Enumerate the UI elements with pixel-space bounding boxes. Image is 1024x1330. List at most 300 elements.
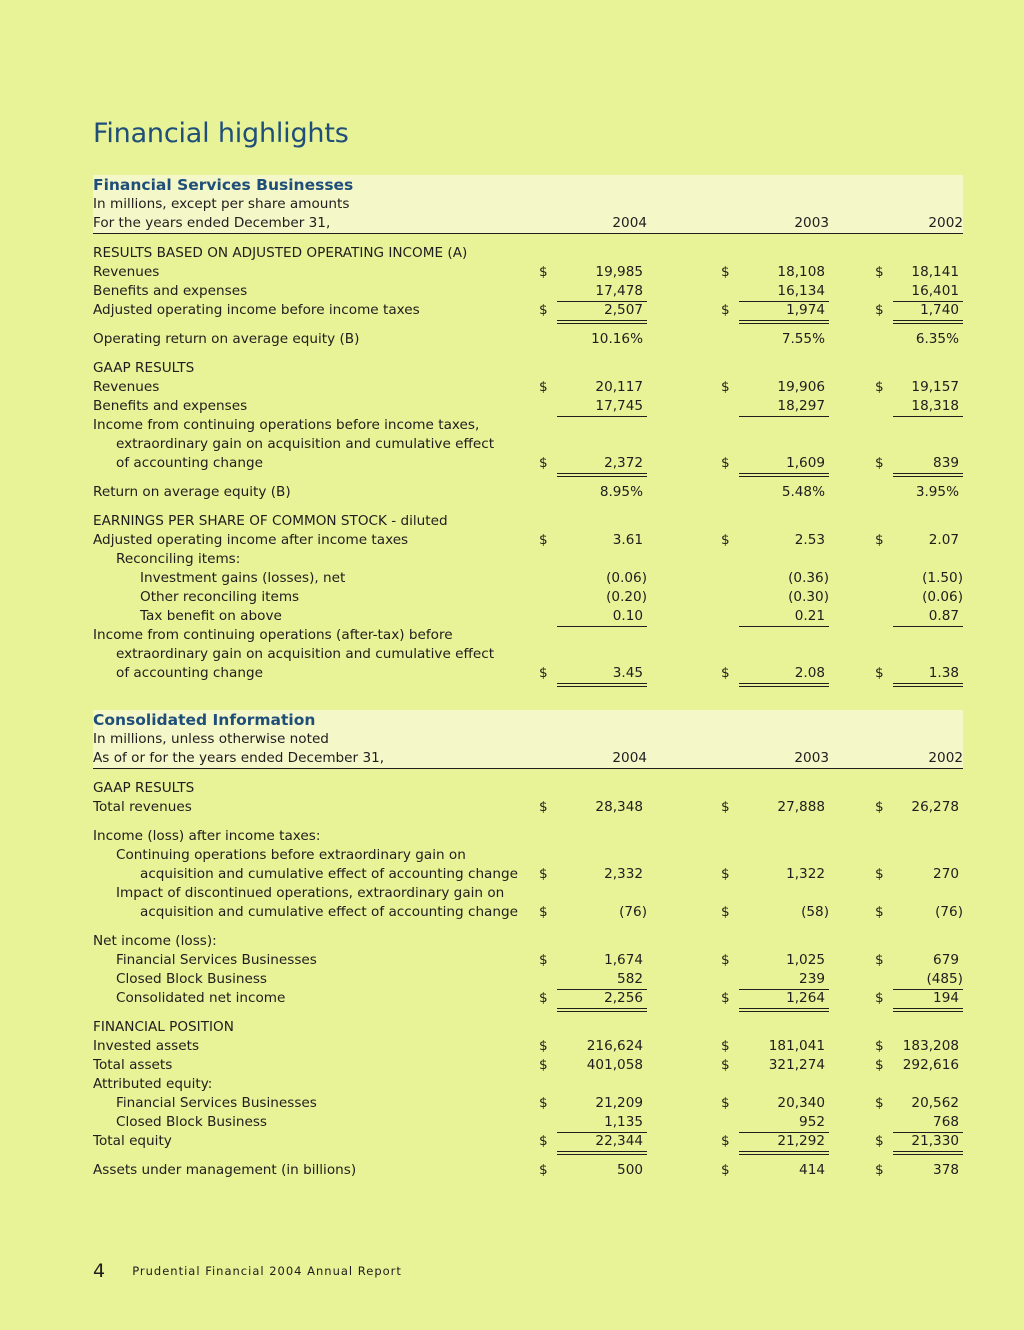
value-cell xyxy=(721,1037,829,1056)
fsb-year-2002: 2002 xyxy=(928,215,963,231)
currency-symbol: $ xyxy=(875,302,884,318)
fsb-section xyxy=(93,175,963,683)
cell-value: 2,256 xyxy=(604,990,643,1006)
value-cell xyxy=(721,1056,829,1075)
cell-value: 1,609 xyxy=(786,455,825,471)
value-cell xyxy=(539,1056,647,1075)
currency-symbol: $ xyxy=(875,1095,884,1111)
table-row xyxy=(93,827,963,846)
value-cell xyxy=(721,397,829,416)
fsb-year-2004: 2004 xyxy=(612,215,647,231)
row-label: Financial Services Businesses xyxy=(116,952,317,968)
cell-value: 378 xyxy=(933,1162,959,1178)
row-label: GAAP RESULTS xyxy=(93,360,195,376)
currency-symbol: $ xyxy=(875,532,884,548)
row-label: Assets under management (in billions) xyxy=(93,1162,357,1178)
value-cell xyxy=(539,664,647,683)
cell-value: 2,372 xyxy=(604,455,643,471)
row-spacer xyxy=(93,922,963,932)
fsb-year-2003: 2003 xyxy=(794,215,829,231)
cell-value: 22,344 xyxy=(595,1133,643,1149)
cell-value: 19,985 xyxy=(595,264,643,280)
table-row xyxy=(93,301,963,320)
table-row xyxy=(93,378,963,397)
value-cell xyxy=(875,951,963,970)
cell-value: 0.10 xyxy=(612,608,643,624)
value-cell xyxy=(539,330,647,349)
cell-value: (1.50) xyxy=(922,570,963,586)
row-label: Investment gains (losses), net xyxy=(140,570,346,586)
cell-value: 17,478 xyxy=(595,283,643,299)
cell-value: 321,274 xyxy=(768,1057,825,1073)
row-label: Tax benefit on above xyxy=(140,608,282,624)
currency-symbol: $ xyxy=(539,455,548,471)
row-label: GAAP RESULTS xyxy=(93,780,195,796)
row-spacer xyxy=(93,502,963,512)
double-rule xyxy=(557,1151,647,1155)
double-rule xyxy=(739,473,829,477)
double-rule xyxy=(893,683,963,687)
ci-year-2004: 2004 xyxy=(612,750,647,766)
row-label: acquisition and cumulative effect of accounting change xyxy=(140,866,518,882)
currency-symbol: $ xyxy=(875,1162,884,1178)
value-cell xyxy=(721,798,829,817)
table-row xyxy=(93,244,963,263)
currency-symbol: $ xyxy=(539,302,548,318)
currency-symbol: $ xyxy=(721,1133,730,1149)
cell-value: 18,318 xyxy=(911,398,959,414)
currency-symbol: $ xyxy=(539,665,548,681)
row-label: Continuing operations before extraordinary gain on xyxy=(116,847,466,863)
value-cell xyxy=(875,263,963,282)
row-label: EARNINGS PER SHARE OF COMMON STOCK - diluted xyxy=(93,513,448,529)
row-label: Income from continuing operations (after-tax) before xyxy=(93,627,453,643)
cell-value: (76) xyxy=(935,904,963,920)
cell-value: (0.06) xyxy=(606,570,647,586)
table-row xyxy=(93,588,963,607)
currency-symbol: $ xyxy=(721,799,730,815)
cell-value: 3.95% xyxy=(915,484,959,500)
value-cell xyxy=(721,951,829,970)
row-label: Invested assets xyxy=(93,1038,200,1054)
cell-value: 3.45 xyxy=(612,665,643,681)
cell-value: 21,209 xyxy=(595,1095,643,1111)
cell-value: 2.08 xyxy=(794,665,825,681)
value-cell xyxy=(875,607,963,626)
cell-value: 2,332 xyxy=(604,866,643,882)
row-spacer xyxy=(93,473,963,483)
row-label: extraordinary gain on acquisition and cumulative effect xyxy=(116,436,495,452)
row-label: Impact of discontinued operations, extraordinary gain on xyxy=(116,885,505,901)
table-row xyxy=(93,798,963,817)
page-title: Financial highlights xyxy=(93,118,349,149)
table-row xyxy=(93,1161,963,1180)
currency-symbol: $ xyxy=(875,904,884,920)
table-row xyxy=(93,263,963,282)
currency-symbol: $ xyxy=(539,799,548,815)
table-row xyxy=(93,1056,963,1075)
row-label: Benefits and expenses xyxy=(93,398,248,414)
ci-year-2003: 2003 xyxy=(794,750,829,766)
value-cell xyxy=(721,903,829,922)
currency-symbol: $ xyxy=(539,904,548,920)
table-row xyxy=(93,483,963,502)
cell-value: 582 xyxy=(617,971,643,987)
value-cell xyxy=(875,588,963,607)
currency-symbol: $ xyxy=(875,1057,884,1073)
currency-symbol: $ xyxy=(539,1133,548,1149)
currency-symbol: $ xyxy=(721,264,730,280)
cell-value: 16,134 xyxy=(777,283,825,299)
ci-subtitle: In millions, unless otherwise noted xyxy=(93,731,329,747)
value-cell xyxy=(875,301,963,320)
row-label: Adjusted operating income after income taxes xyxy=(93,532,409,548)
cell-value: (0.20) xyxy=(606,589,647,605)
fsb-table-body xyxy=(93,234,963,683)
currency-symbol: $ xyxy=(539,952,548,968)
value-cell xyxy=(539,903,647,922)
row-label: Closed Block Business xyxy=(116,1114,268,1130)
cell-value: 8.95% xyxy=(599,484,643,500)
fsb-period-row xyxy=(93,214,963,234)
currency-symbol: $ xyxy=(721,866,730,882)
row-label: Return on average equity (B) xyxy=(93,484,291,500)
table-row xyxy=(93,330,963,349)
cell-value: 1,974 xyxy=(786,302,825,318)
cell-value: 1,264 xyxy=(786,990,825,1006)
value-cell xyxy=(875,531,963,550)
value-cell xyxy=(721,1132,829,1151)
row-label: Attributed equity: xyxy=(93,1076,213,1092)
cell-value: 183,208 xyxy=(902,1038,959,1054)
ci-header xyxy=(93,710,963,769)
value-cell xyxy=(721,301,829,320)
currency-symbol: $ xyxy=(875,1133,884,1149)
currency-symbol: $ xyxy=(875,952,884,968)
value-cell xyxy=(721,531,829,550)
double-rule xyxy=(893,320,963,324)
row-label: Operating return on average equity (B) xyxy=(93,331,360,347)
row-spacer xyxy=(93,817,963,827)
currency-symbol: $ xyxy=(875,990,884,1006)
ci-table-body xyxy=(93,769,963,1180)
cell-value: 1,135 xyxy=(604,1114,643,1130)
value-cell xyxy=(875,454,963,473)
value-cell xyxy=(875,865,963,884)
value-cell xyxy=(539,989,647,1008)
row-label: RESULTS BASED ON ADJUSTED OPERATING INCOME (A) xyxy=(93,245,468,261)
fsb-period-label: For the years ended December 31, xyxy=(93,215,331,231)
cell-value: 18,297 xyxy=(777,398,825,414)
cell-value: 20,562 xyxy=(911,1095,959,1111)
cell-value: (485) xyxy=(926,971,963,987)
double-rule xyxy=(893,1008,963,1012)
table-row xyxy=(93,1018,963,1037)
value-cell xyxy=(875,282,963,301)
fsb-subtitle: In millions, except per share amounts xyxy=(93,196,350,212)
currency-symbol: $ xyxy=(539,1095,548,1111)
cell-value: 952 xyxy=(799,1114,825,1130)
cell-value: 414 xyxy=(799,1162,825,1178)
double-rule xyxy=(739,320,829,324)
ci-section xyxy=(93,710,963,1180)
row-spacer xyxy=(93,349,963,359)
value-cell xyxy=(721,607,829,626)
cell-value: (0.30) xyxy=(788,589,829,605)
cell-value: (58) xyxy=(801,904,829,920)
ci-subtitle-row xyxy=(93,730,963,749)
value-cell xyxy=(721,378,829,397)
cell-value: 19,906 xyxy=(777,379,825,395)
table-row xyxy=(93,970,963,989)
row-label: FINANCIAL POSITION xyxy=(93,1019,234,1035)
table-row xyxy=(93,531,963,550)
value-cell xyxy=(875,1132,963,1151)
table-row xyxy=(93,454,963,473)
row-label: Income (loss) after income taxes: xyxy=(93,828,321,844)
double-rule xyxy=(893,473,963,477)
value-cell xyxy=(539,970,647,989)
currency-symbol: $ xyxy=(539,1162,548,1178)
currency-symbol: $ xyxy=(875,665,884,681)
value-cell xyxy=(875,378,963,397)
value-cell xyxy=(539,483,647,502)
table-row xyxy=(93,779,963,798)
currency-symbol: $ xyxy=(539,990,548,1006)
currency-symbol: $ xyxy=(539,532,548,548)
value-cell xyxy=(875,1094,963,1113)
value-cell xyxy=(539,397,647,416)
value-cell xyxy=(875,1056,963,1075)
value-cell xyxy=(721,865,829,884)
value-cell xyxy=(539,569,647,588)
table-row xyxy=(93,1132,963,1151)
cell-value: 17,745 xyxy=(595,398,643,414)
value-cell xyxy=(875,1037,963,1056)
cell-value: (0.06) xyxy=(922,589,963,605)
value-cell xyxy=(721,569,829,588)
table-row xyxy=(93,1094,963,1113)
table-row xyxy=(93,569,963,588)
table-row xyxy=(93,989,963,1008)
cell-value: (0.36) xyxy=(788,570,829,586)
cell-value: 18,141 xyxy=(911,264,959,280)
ci-period-label: As of or for the years ended December 31, xyxy=(93,750,385,766)
double-rule xyxy=(739,1151,829,1155)
currency-symbol: $ xyxy=(721,1095,730,1111)
currency-symbol: $ xyxy=(721,1057,730,1073)
row-spacer xyxy=(93,769,963,779)
table-row xyxy=(93,359,963,378)
value-cell xyxy=(539,1094,647,1113)
value-cell xyxy=(721,263,829,282)
value-cell xyxy=(721,970,829,989)
value-cell xyxy=(721,1094,829,1113)
cell-value: 16,401 xyxy=(911,283,959,299)
value-cell xyxy=(539,798,647,817)
table-row xyxy=(93,512,963,531)
value-cell xyxy=(539,865,647,884)
cell-value: 0.21 xyxy=(794,608,825,624)
table-row xyxy=(93,865,963,884)
cell-value: (76) xyxy=(619,904,647,920)
cell-value: 679 xyxy=(933,952,959,968)
row-label: Total equity xyxy=(93,1133,172,1149)
double-rule xyxy=(557,1008,647,1012)
cell-value: 21,292 xyxy=(777,1133,825,1149)
value-cell xyxy=(539,607,647,626)
cell-value: 18,108 xyxy=(777,264,825,280)
double-rule xyxy=(739,1008,829,1012)
currency-symbol: $ xyxy=(875,799,884,815)
row-label: of accounting change xyxy=(116,455,263,471)
cell-value: 20,117 xyxy=(595,379,643,395)
report-name: Prudential Financial 2004 Annual Report xyxy=(132,1264,402,1278)
cell-value: 6.35% xyxy=(915,331,959,347)
currency-symbol: $ xyxy=(539,866,548,882)
cell-value: 1,322 xyxy=(786,866,825,882)
cell-value: 270 xyxy=(933,866,959,882)
value-cell xyxy=(721,989,829,1008)
fsb-header xyxy=(93,175,963,234)
value-cell xyxy=(875,483,963,502)
table-row xyxy=(93,416,963,435)
currency-symbol: $ xyxy=(721,455,730,471)
cell-value: 500 xyxy=(617,1162,643,1178)
row-label: Revenues xyxy=(93,379,160,395)
page-number: 4 xyxy=(93,1260,106,1282)
currency-symbol: $ xyxy=(875,455,884,471)
cell-value: 1,740 xyxy=(920,302,959,318)
row-spacer xyxy=(93,234,963,244)
cell-value: 216,624 xyxy=(586,1038,643,1054)
double-rule xyxy=(739,683,829,687)
currency-symbol: $ xyxy=(539,1057,548,1073)
cell-value: 10.16% xyxy=(591,331,643,347)
row-label: Other reconciling items xyxy=(140,589,300,605)
table-row xyxy=(93,282,963,301)
cell-value: 7.55% xyxy=(781,331,825,347)
cell-value: 28,348 xyxy=(595,799,643,815)
value-cell xyxy=(875,1161,963,1180)
table-row xyxy=(93,607,963,626)
row-label: Adjusted operating income before income taxes xyxy=(93,302,420,318)
fsb-subtitle-row xyxy=(93,195,963,214)
table-row xyxy=(93,550,963,569)
table-row xyxy=(93,626,963,645)
value-cell xyxy=(539,531,647,550)
cell-value: 1.38 xyxy=(928,665,959,681)
cell-value: 27,888 xyxy=(777,799,825,815)
value-cell xyxy=(875,569,963,588)
page-footer xyxy=(93,1260,402,1282)
currency-symbol: $ xyxy=(721,990,730,1006)
currency-symbol: $ xyxy=(539,379,548,395)
cell-value: 194 xyxy=(933,990,959,1006)
cell-value: 2.53 xyxy=(794,532,825,548)
currency-symbol: $ xyxy=(875,264,884,280)
value-cell xyxy=(539,1113,647,1132)
cell-value: 0.87 xyxy=(928,608,959,624)
row-label: Net income (loss): xyxy=(93,933,217,949)
currency-symbol: $ xyxy=(875,1038,884,1054)
cell-value: 26,278 xyxy=(911,799,959,815)
currency-symbol: $ xyxy=(721,302,730,318)
currency-symbol: $ xyxy=(721,532,730,548)
value-cell xyxy=(875,397,963,416)
value-cell xyxy=(721,454,829,473)
ci-year-2002: 2002 xyxy=(928,750,963,766)
row-label: Consolidated net income xyxy=(116,990,286,1006)
row-label: Revenues xyxy=(93,264,160,280)
value-cell xyxy=(539,951,647,970)
double-rule xyxy=(557,683,647,687)
row-label: of accounting change xyxy=(116,665,263,681)
table-row xyxy=(93,951,963,970)
cell-value: 292,616 xyxy=(902,1057,959,1073)
cell-value: 839 xyxy=(933,455,959,471)
cell-value: 1,674 xyxy=(604,952,643,968)
currency-symbol: $ xyxy=(721,952,730,968)
value-cell xyxy=(721,664,829,683)
currency-symbol: $ xyxy=(875,866,884,882)
currency-symbol: $ xyxy=(721,1038,730,1054)
row-spacer xyxy=(93,320,963,330)
currency-symbol: $ xyxy=(539,1038,548,1054)
value-cell xyxy=(875,330,963,349)
value-cell xyxy=(875,664,963,683)
row-label: Total revenues xyxy=(93,799,192,815)
currency-symbol: $ xyxy=(721,1162,730,1178)
value-cell xyxy=(721,1161,829,1180)
table-row xyxy=(93,846,963,865)
double-rule xyxy=(557,320,647,324)
value-cell xyxy=(539,301,647,320)
row-label: Total assets xyxy=(93,1057,173,1073)
row-spacer xyxy=(93,1151,963,1161)
row-label: Income from continuing operations before income taxes, xyxy=(93,417,480,433)
value-cell xyxy=(539,1132,647,1151)
ci-title: Consolidated Information xyxy=(93,711,316,729)
cell-value: 5.48% xyxy=(781,484,825,500)
row-label: acquisition and cumulative effect of accounting change xyxy=(140,904,518,920)
value-cell xyxy=(875,989,963,1008)
table-row xyxy=(93,1037,963,1056)
value-cell xyxy=(539,588,647,607)
value-cell xyxy=(539,1037,647,1056)
value-cell xyxy=(721,330,829,349)
value-cell xyxy=(539,454,647,473)
value-cell xyxy=(875,970,963,989)
currency-symbol: $ xyxy=(539,264,548,280)
value-cell xyxy=(539,263,647,282)
cell-value: 19,157 xyxy=(911,379,959,395)
table-row xyxy=(93,903,963,922)
cell-value: 1,025 xyxy=(786,952,825,968)
cell-value: 20,340 xyxy=(777,1095,825,1111)
row-label: Reconciling items: xyxy=(116,551,241,567)
fsb-title: Financial Services Businesses xyxy=(93,176,354,194)
table-row xyxy=(93,645,963,664)
row-spacer xyxy=(93,1008,963,1018)
value-cell xyxy=(539,1161,647,1180)
value-cell xyxy=(539,378,647,397)
double-rule xyxy=(893,1151,963,1155)
row-label: extraordinary gain on acquisition and cumulative effect xyxy=(116,646,495,662)
value-cell xyxy=(721,1113,829,1132)
currency-symbol: $ xyxy=(721,379,730,395)
currency-symbol: $ xyxy=(875,379,884,395)
